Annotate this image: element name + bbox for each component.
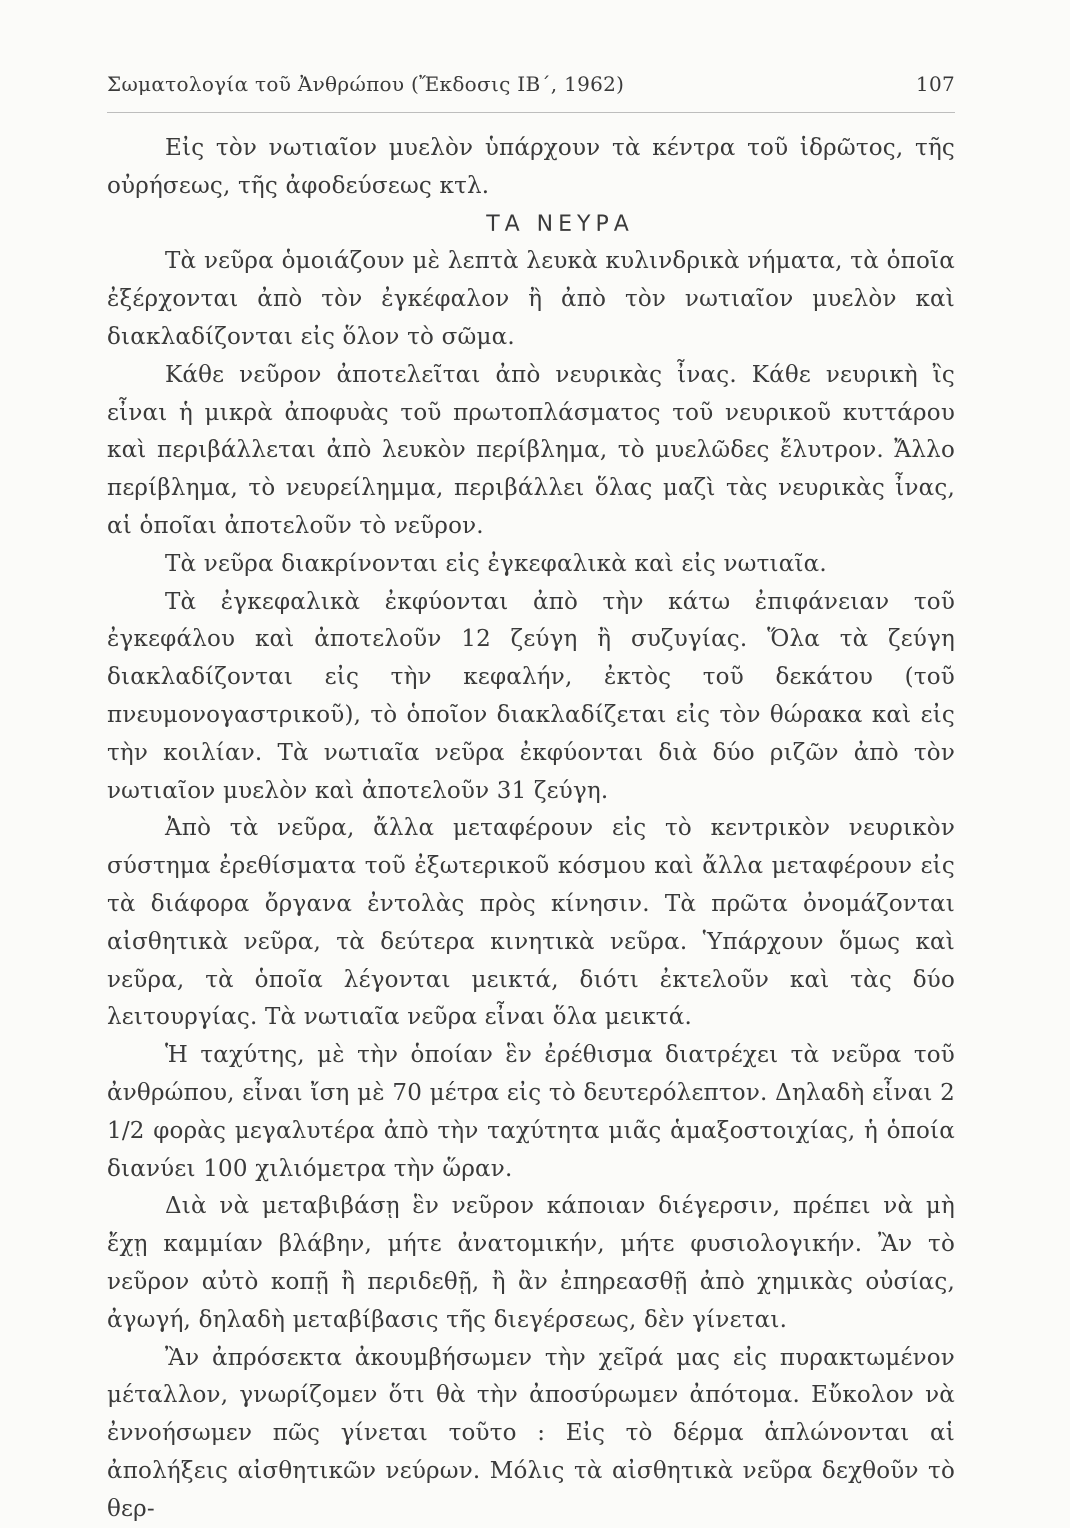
paragraph: Τὰ νεῦρα ὁμοιάζουν μὲ λεπτὰ λευκὰ κυλινδρικὰ νήματα, τὰ ὁποῖα ἐξέρχονται ἀπὸ τὸν ἐγκέφαλον ἢ ἀπὸ τὸν νωτιαῖον μυελὸν καὶ διακλαδίζονται εἰς ὅλον τὸ σῶμα.: [107, 243, 955, 356]
page-body: [107, 130, 955, 1528]
header-rule: [107, 112, 955, 113]
paragraph: Ἡ ταχύτης, μὲ τὴν ὁποίαν ἓν ἐρέθισμα διατρέχει τὰ νεῦρα τοῦ ἀνθρώπου, εἶναι ἴση μὲ 70 μέτρα εἰς τὸ δευτερόλεπτον. Δηλαδὴ εἶναι 2 1/2 φορὰς μεγαλυτέρα ἀπὸ τὴν ταχύτητα μιᾶς ἁμαξοστοιχίας, ἡ ὁποία διανύει 100 χιλιόμετρα τὴν ὥραν.: [107, 1037, 955, 1188]
paragraph: Διὰ νὰ μεταβιβάσῃ ἓν νεῦρον κάποιαν διέγερσιν, πρέπει νὰ μὴ ἔχῃ καμμίαν βλάβην, μήτε ἀνατομικήν, μήτε φυσιολογικήν. Ἂν τὸ νεῦρον αὐτὸ κοπῇ ἢ περιδεθῇ, ἢ ἂν ἐπηρεασθῇ ἀπὸ χημικὰς οὐσίας, ἀγωγή, δηλαδὴ μεταβίβασις τῆς διεγέρσεως, δὲν γίνεται.: [107, 1188, 955, 1339]
page-header: [107, 72, 955, 96]
paragraph: Κάθε νεῦρον ἀποτελεῖται ἀπὸ νευρικὰς ἶνας. Κάθε νευρικὴ ἲς εἶναι ἡ μικρὰ ἀποφυὰς τοῦ πρωτοπλάσματος τοῦ νευρικοῦ κυττάρου καὶ περιβάλλεται ἀπὸ λευκὸν περίβλημα, τὸ μυελῶδες ἔλυτρον. Ἄλλο περίβλημα, τὸ νευρείλημμα, περιβάλλει ὅλας μαζὶ τὰς νευρικὰς ἶνας, αἱ ὁποῖαι ἀποτελοῦν τὸ νεῦρον.: [107, 357, 955, 546]
paragraph: Ἂν ἀπρόσεκτα ἀκουμβήσωμεν τὴν χεῖρά μας εἰς πυρακτωμένον μέταλλον, γνωρίζομεν ὅτι θὰ τὴν ἀποσύρωμεν ἀπότομα. Εὔκολον νὰ ἐννοήσωμεν πῶς γίνεται τοῦτο : Εἰς τὸ δέρμα ἁπλώνονται αἱ ἀπολήξεις αἰσθητικῶν νεύρων. Μόλις τὰ αἰσθητικὰ νεῦρα δεχθοῦν τὸ θερ-: [107, 1340, 955, 1528]
paragraph: Τὰ ἐγκεφαλικὰ ἐκφύονται ἀπὸ τὴν κάτω ἐπιφάνειαν τοῦ ἐγκεφάλου καὶ ἀποτελοῦν 12 ζεύγη ἢ συζυγίας. Ὅλα τὰ ζεύγη διακλαδίζονται εἰς τὴν κεφαλήν, ἐκτὸς τοῦ δεκάτου (τοῦ πνευμονογαστρικοῦ), τὸ ὁποῖον διακλαδίζεται εἰς τὸν θώρακα καὶ εἰς τὴν κοιλίαν. Τὰ νωτιαῖα νεῦρα ἐκφύονται διὰ δύο ριζῶν ἀπὸ τὸν νωτιαῖον μυελὸν καὶ ἀποτελοῦν 31 ζεύγη.: [107, 584, 955, 811]
paragraph: Ἀπὸ τὰ νεῦρα, ἄλλα μεταφέρουν εἰς τὸ κεντρικὸν νευρικὸν σύστημα ἐρεθίσματα τοῦ ἐξωτερικοῦ κόσμου καὶ ἄλλα μεταφέρουν εἰς τὰ διάφορα ὄργανα ἐντολὰς πρὸς κίνησιν. Τὰ πρῶτα ὀνομάζονται αἰσθητικὰ νεῦρα, τὰ δεύτερα κινητικὰ νεῦρα. Ὑπάρχουν ὅμως καὶ νεῦρα, τὰ ὁποῖα λέγονται μεικτά, διότι ἐκτελοῦν καὶ τὰς δύο λειτουργίας. Τὰ νωτιαῖα νεῦρα εἶναι ὅλα μεικτά.: [107, 810, 955, 1037]
paragraph: Τὰ νεῦρα διακρίνονται εἰς ἐγκεφαλικὰ καὶ εἰς νωτιαῖα.: [107, 546, 955, 584]
page-number: 107: [916, 72, 955, 96]
intro-paragraph: Εἰς τὸν νωτιαῖον μυελὸν ὑπάρχουν τὰ κέντρα τοῦ ἱδρῶτος, τῆς οὐρήσεως, τῆς ἀφοδεύσεως κτλ.: [107, 130, 955, 206]
section-heading: ΤΑ ΝΕΥΡΑ: [107, 206, 955, 244]
running-title: Σωματολογία τοῦ Ἀνθρώπου (Ἔκδοσις ΙΒ΄, 1962): [107, 72, 624, 96]
